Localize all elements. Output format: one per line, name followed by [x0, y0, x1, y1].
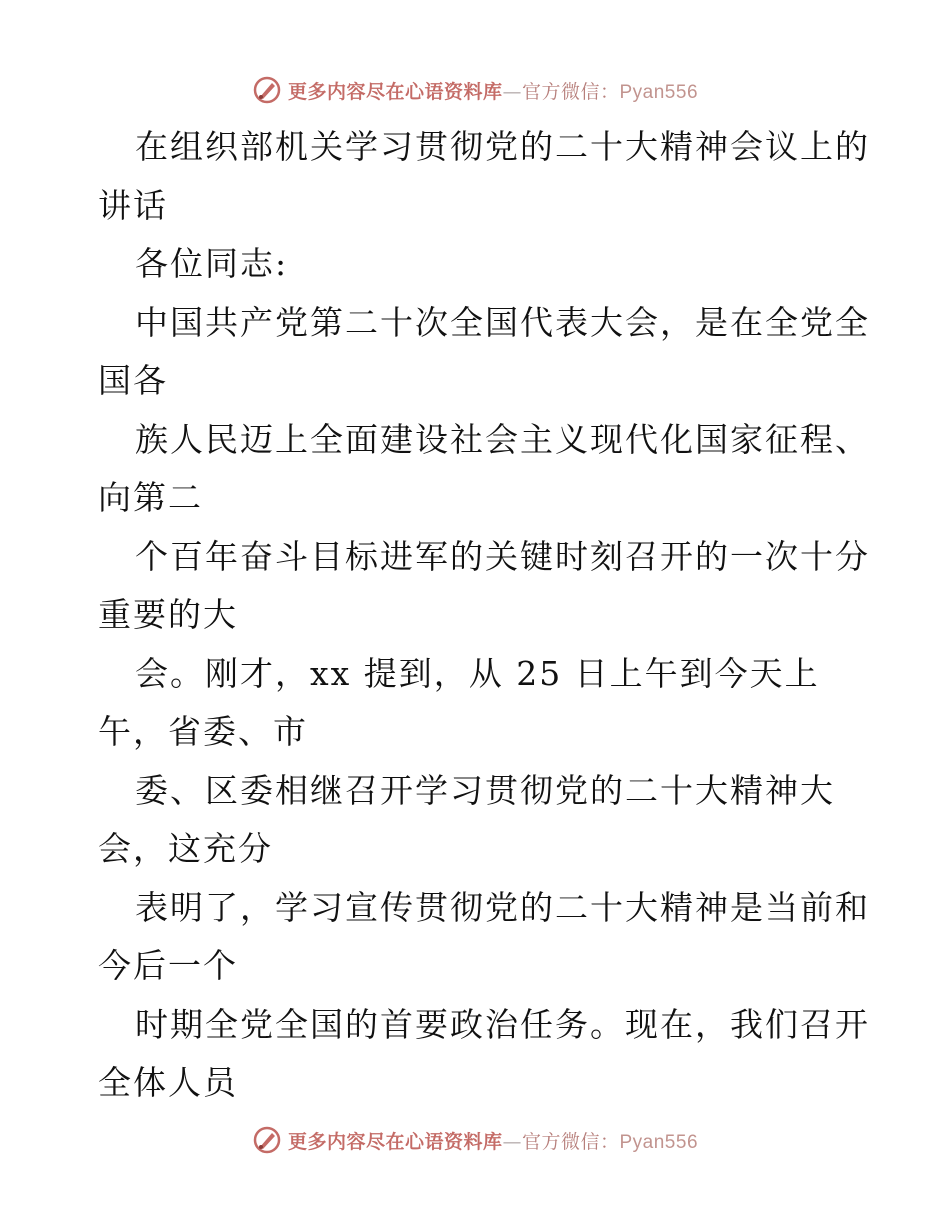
watermark-contact-id: Pyan556	[619, 1131, 699, 1153]
document-line: 表明了，学习宣传贯彻党的二十大精神是当前和	[135, 887, 870, 927]
document-line: 今后一个	[98, 946, 238, 985]
footer-watermark	[0, 1120, 950, 1160]
watermark-contact-label: 官方微信：	[521, 80, 620, 103]
document-line: 全体人员	[98, 1063, 238, 1102]
watermark-text	[288, 1127, 698, 1154]
document-line: 向第二	[98, 478, 203, 517]
document-body	[98, 118, 868, 1113]
document-line: 会。刚才，xx 提到，从 25 日上午到今天上	[135, 653, 820, 693]
quill-logo-icon	[252, 1125, 282, 1155]
document-line: 时期全党全国的首要政治任务。现在，我们召开	[135, 1004, 870, 1044]
watermark-contact-id: Pyan556	[619, 81, 699, 103]
document-line: 中国共产党第二十次全国代表大会，是在全党全	[135, 302, 870, 342]
document-line: 各位同志:	[135, 244, 289, 283]
document-line: 国各	[98, 361, 168, 400]
document-line: 族人民迈上全面建设社会主义现代化国家征程、	[135, 419, 870, 459]
document-line: 午，省委、市	[98, 712, 308, 751]
watermark-brand: 更多内容尽在心语资料库	[287, 1130, 503, 1153]
watermark-separator: —	[502, 1130, 522, 1153]
document-line: 个百年奋斗目标进军的关键时刻召开的一次十分	[135, 536, 870, 576]
document-line: 会，这充分	[98, 829, 273, 868]
document-line: 在组织部机关学习贯彻党的二十大精神会议上的	[135, 127, 870, 166]
document-line: 委、区委相继召开学习贯彻党的二十大精神大	[135, 770, 835, 810]
watermark-contact-label: 官方微信：	[521, 1130, 620, 1153]
watermark-separator: —	[502, 80, 522, 103]
header-watermark	[0, 70, 950, 110]
document-line: 重要的大	[98, 595, 238, 634]
document-line: 讲话	[98, 185, 168, 225]
watermark-brand: 更多内容尽在心语资料库	[287, 80, 503, 103]
quill-logo-icon	[252, 75, 282, 105]
watermark-text	[288, 77, 698, 104]
